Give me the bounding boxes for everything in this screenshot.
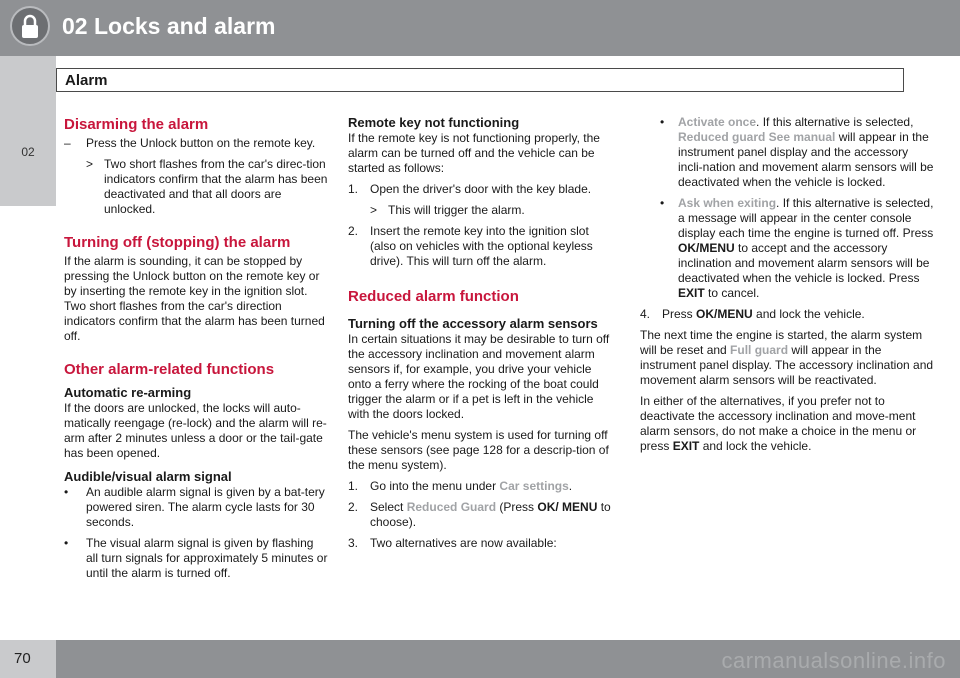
alternative-1-text: Activate once. If this alternative is selected, Reduced guard See manual will appear in the instrument panel display and the accessory incli-nation and movement alarm sensors will be deactivated when the vehicle is locked. [678, 115, 934, 189]
reduced-alarm-heading: Reduced alarm function [348, 288, 519, 305]
key-ok-menu: OK/MENU [696, 307, 753, 321]
remote-step-1 [348, 182, 618, 197]
menu-step-1-text: Go into the menu under Car settings. [370, 479, 573, 493]
signal-bullet-1 [64, 485, 328, 530]
dash-marker: – [64, 136, 71, 150]
menu-step-2 [348, 500, 618, 530]
next-start-text: The next time the engine is started, the alarm system will be reset and Full guard will appear in the instrument panel display. The accessory inclination and movement alarm sensors will be reactivated. [640, 328, 934, 387]
column-1 [64, 115, 328, 587]
key-ok-menu: OK/MENU [678, 241, 735, 255]
step-number: 4. [640, 307, 651, 321]
rearming-heading: Automatic re-arming [64, 385, 192, 400]
chapter-tab [0, 56, 56, 206]
menu-step-4 [640, 307, 936, 322]
step-number: 3. [348, 536, 359, 550]
bullet-marker: • [64, 485, 69, 499]
other-functions-heading: Other alarm-related functions [64, 361, 275, 378]
disarm-result [64, 157, 328, 217]
signal-bullet-1-text: An audible alarm signal is given by a bat-tery powered siren. The alarm cycle lasts for 30 seconds. [86, 485, 325, 529]
turning-off-heading: Turning off (stopping) the alarm [64, 234, 291, 251]
arrow-marker: > [370, 203, 378, 217]
disarm-step-text: Press the Unlock button on the remote key. [86, 136, 316, 150]
section-title: Alarm [65, 72, 108, 89]
menu-step-1 [348, 479, 618, 494]
menu-item-ask-when-exiting: Ask when exiting [678, 196, 777, 210]
key-ok-menu: OK/ MENU [537, 500, 598, 514]
key-exit: EXIT [672, 439, 700, 453]
remote-step-1-text: Open the driver's door with the key blade. [370, 182, 592, 196]
display-text-reduced-guard: Reduced guard See manual [678, 130, 836, 144]
display-text-full-guard: Full guard [730, 343, 789, 357]
menu-step-4-text: Press OK/MENU and lock the vehicle. [662, 307, 865, 321]
chapter-title: 02 Locks and alarm [62, 13, 276, 39]
signal-bullet-2 [64, 536, 328, 581]
menu-step-3-text: Two alternatives are now available: [370, 536, 557, 550]
step-number: 2. [348, 224, 359, 238]
disarm-result-text: Two short flashes from the car's direc-tion indicators confirm that the alarm has been deactivated and that all doors are unlocked. [104, 157, 328, 216]
bullet-marker: • [660, 115, 665, 129]
menu-item-activate-once: Activate once [678, 115, 757, 129]
alternative-2-text: Ask when exiting. If this alternative is selected, a message will appear in the center console display each time the engine is turned off. Press OK/MENU to accept and the accessory inclination and movement alarm sensors will be deactivated when the vehicle is locked. Press EXIT to cancel. [678, 196, 934, 300]
disarm-step [64, 136, 328, 151]
remote-key-heading: Remote key not functioning [348, 115, 520, 130]
step-number: 1. [348, 182, 359, 196]
remote-step-2-text: Insert the remote key into the ignition slot (also on vehicles with the optional keyless drive). This will turn off the alarm. [370, 224, 593, 268]
menu-step-3 [348, 536, 618, 551]
bullet-marker: • [64, 536, 69, 550]
chapter-tab-label: 02 [21, 145, 35, 159]
signal-bullet-2-text: The visual alarm signal is given by flashing all turn signals for approximately 5 minutes or until the alarm is turned off. [86, 536, 328, 580]
rearming-text: If the doors are unlocked, the locks will auto-matically reengage (re-lock) and the alarm will re-arm after 2 minutes unless a door or the tail-gate has been opened. [64, 401, 327, 460]
step-number: 2. [348, 500, 359, 514]
page-number: 70 [14, 650, 31, 667]
accessory-sensors-text: In certain situations it may be desirable to turn off the accessory inclination and movement alarm sensors if, for example, you drive your vehicle onto a ferry where the rocking of the boat could trigger the alarm or if a pet is left in the vehicle with the doors locked. [348, 332, 610, 421]
menu-system-text: The vehicle's menu system is used for turning off these sensors (see page 128 for a descrip-tion of the menu system). [348, 428, 609, 472]
arrow-marker: > [86, 157, 94, 171]
padlock-icon [10, 6, 50, 46]
menu-item-reduced-guard: Reduced Guard [406, 500, 497, 514]
turning-off-text: If the alarm is sounding, it can be stopped by pressing the Unlock button on the remote key or by inserting the remote key in the ignition slot. Two short flashes from the car's direction indicators confirm that the alarm has been turned off. [64, 254, 325, 343]
accessory-sensors-heading: Turning off the accessory alarm sensors [348, 316, 598, 331]
alternative-ask-when-exiting [640, 196, 936, 301]
alarm-signal-heading: Audible/visual alarm signal [64, 469, 232, 484]
remote-step-2 [348, 224, 618, 269]
remote-key-text: If the remote key is not functioning properly, the alarm can be turned off and the vehicle can be started as follows: [348, 131, 600, 175]
step-number: 1. [348, 479, 359, 493]
either-alternative-text: In either of the alternatives, if you prefer not to deactivate the accessory inclination and move-ment alarm sensors, do not make a choice in the menu or press EXIT and lock the vehicle. [640, 394, 917, 453]
menu-item-car-settings: Car settings [499, 479, 569, 493]
column-3 [640, 115, 936, 460]
section-title-bar [56, 68, 904, 92]
bullet-marker: • [660, 196, 665, 210]
column-2 [348, 115, 618, 557]
watermark: carmanualsonline.info [721, 648, 946, 673]
disarming-heading: Disarming the alarm [64, 116, 209, 133]
menu-step-2-text: Select Reduced Guard (Press OK/ MENU to choose). [370, 500, 611, 529]
key-exit: EXIT [678, 286, 705, 300]
remote-step-1-result-text: This will trigger the alarm. [388, 203, 525, 217]
remote-step-1-result [348, 203, 618, 218]
alternative-activate-once [640, 115, 936, 190]
